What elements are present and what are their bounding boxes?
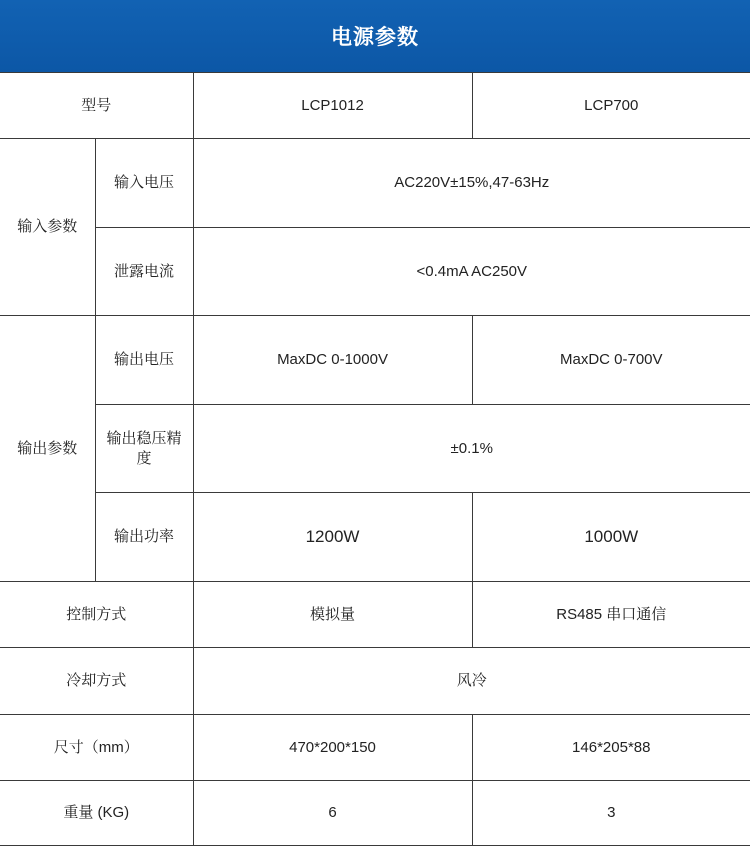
- table-row: [0, 139, 750, 228]
- row-label-size: 尺寸（mm）: [0, 715, 193, 781]
- row-label-leakage-current: 泄露电流: [95, 228, 193, 316]
- control-lcp700: RS485 串口通信: [472, 582, 750, 648]
- row-label-output-voltage: 输出电压: [95, 316, 193, 405]
- size-lcp1012: 470*200*150: [193, 715, 472, 781]
- output-power-lcp1012: 1200W: [193, 493, 472, 582]
- table-row: [0, 781, 750, 846]
- cooling-value: 风冷: [193, 648, 750, 715]
- group-label-input: 输入参数: [0, 139, 95, 316]
- input-voltage-value: AC220V±15%,47-63Hz: [193, 139, 750, 228]
- output-power-lcp700: 1000W: [472, 493, 750, 582]
- spec-table: [0, 72, 750, 846]
- leakage-current-value: <0.4mA AC250V: [193, 228, 750, 316]
- table-row: [0, 648, 750, 715]
- row-label-output-power: 输出功率: [95, 493, 193, 582]
- control-lcp1012: 模拟量: [193, 582, 472, 648]
- row-label-output-precision: 输出稳压精度: [95, 405, 193, 493]
- output-voltage-lcp1012: MaxDC 0-1000V: [193, 316, 472, 405]
- output-voltage-lcp700: MaxDC 0-700V: [472, 316, 750, 405]
- row-label-model: 型号: [0, 73, 193, 139]
- table-row: [0, 316, 750, 405]
- group-label-output: 输出参数: [0, 316, 95, 582]
- row-label-cooling: 冷却方式: [0, 648, 193, 715]
- row-label-input-voltage: 输入电压: [95, 139, 193, 228]
- table-row: [0, 582, 750, 648]
- table-row: [0, 493, 750, 582]
- page-title: 电源参数: [331, 26, 419, 49]
- table-row: [0, 405, 750, 493]
- row-label-weight: 重量 (KG): [0, 781, 193, 846]
- table-row: [0, 73, 750, 139]
- weight-lcp1012: 6: [193, 781, 472, 846]
- row-label-control: 控制方式: [0, 582, 193, 648]
- table-header: [0, 0, 750, 72]
- model-lcp1012: LCP1012: [193, 73, 472, 139]
- table-row: [0, 715, 750, 781]
- size-lcp700: 146*205*88: [472, 715, 750, 781]
- table-row: [0, 228, 750, 316]
- weight-lcp700: 3: [472, 781, 750, 846]
- output-precision-value: ±0.1%: [193, 405, 750, 493]
- model-lcp700: LCP700: [472, 73, 750, 139]
